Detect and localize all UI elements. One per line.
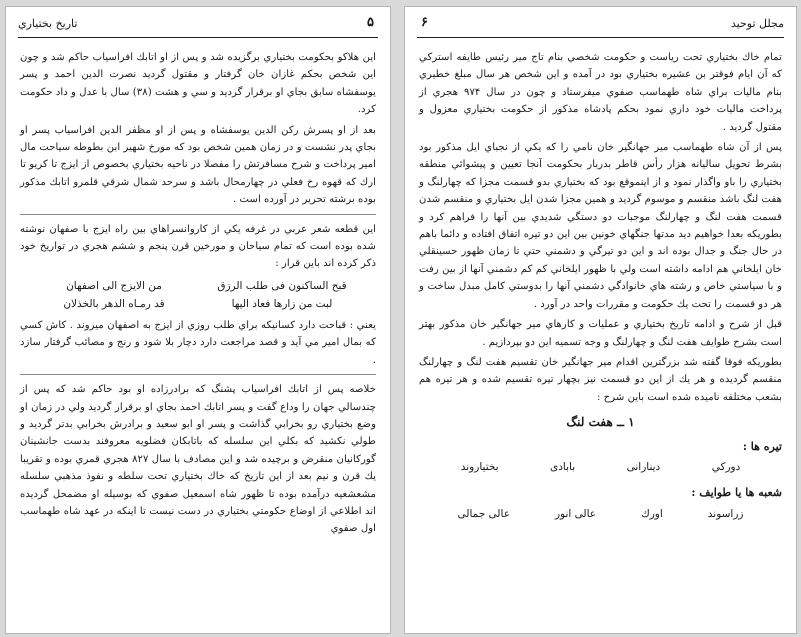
branch-name: عالى جمالى bbox=[457, 507, 510, 520]
page-body bbox=[20, 49, 376, 627]
arabic-poem bbox=[30, 277, 366, 313]
paragraph: بطوريكه فوقا گفته شد بزرگترين اقدام مير جهانگير خان تقسيم هفت لنگ و چهارلنگ منقسم گرديده و هر يك از اين دو قسمت نيز بچهار تيره تقسيم شده و هر تيره هم بشعب مختلفه ناميده شده است باين شرح : bbox=[419, 356, 782, 403]
page-number: ۶ bbox=[421, 15, 428, 30]
tribe-name: بابادى bbox=[550, 460, 576, 473]
book-page-left bbox=[5, 6, 391, 634]
paragraph: اين قطعه شعر عربي در غرفه يكي از كاروانسراهاي بين راه ايزج با صفهان نوشته شده بوده است كه تمام سياحان و مورخين قرن پنجم و ششم هجري در تواريخ خود ذكر كرده اند باين قرار : bbox=[20, 223, 376, 270]
paragraph: خلاصه پس از اتابك افراسياب پشنگ كه برادرزاده او بود حاكم شد كه پس از چندسالي جهان را وداع گفت و پسر اتابك احمد بجاي او برقرار گرديد ولي در زمان او وضع بختياري رو بخرابي گذاشت و پسر او ابو سعيد و برادرش بخرابي بدتر گرديد و طولي نكشيد كه بكلي اين سلسله كه باتابكان فضلويه معروفند بدست جانشينان گوركانيان منقرض و برچيده شد و اين مصادف با سال ۸۲۷ هجري قمري بوده و تقريبا يك قرن و نيم بعد از اين تاريخ كه خاك بختياري تحت سلطه و نفوذ مذهبي سلسله مشعشعيه درآمده بوده تا ظهور شاه اسمعيل صفوي كه بوسيله او مضمحل گرديده اند اطلاعي از اوضاع حكومتي بختياري در دست نيست تا اينكه در عهد شاه طهماسب اول صفوي bbox=[20, 384, 376, 535]
divider bbox=[20, 214, 376, 215]
tiraha-list bbox=[435, 459, 766, 476]
section-title: ۱ ــ هفت لنگ bbox=[566, 415, 635, 430]
paragraph: اين هلاكو بحكومت بختياري برگزيده شد و پس از او اتابك افراسياب حاكم شد و چون اين شخص بحكم غازان خان گرفتار و مقتول گرديد نصرت الدين احمد و پسر يوسفشاه سابق بجاي او برقرار گرديد و سي و هشت (۳۸) سال با عدل و داد حكومت كرد. bbox=[20, 52, 376, 116]
poem-hemistich: لبت من زارها فعاد اليها bbox=[231, 297, 333, 310]
tiraha-heading: تيره ها : bbox=[742, 439, 782, 453]
tribe-name: دوركي bbox=[711, 460, 741, 473]
tribe-name: بختياروند bbox=[460, 460, 499, 473]
header-rule bbox=[417, 37, 784, 38]
paragraph: پس از آن شاه طهماسب مير جهانگير خان نامي را كه يكي از نجباي ايل مذكور بود بشرط تحويل سالیانه هزار رأس قاطر بدربار بحكومت آنجا تعيين و پيشوائي منطقه بختياري را باو واگذار نمود و از اينموقع بود كه بختياري بدو قسمت مجزا كه چهارلنگ و هفت لنگ باشد منقسم و موسوم گرديد و همين مجزا شدن ايل بختياري و منقسم شدن قسمت هفت لنگ و چهارلنگ موجبات دو دستگي شديدي بين آنها را فراهم كرد و بطوريكه بعدا خواهيم ديد مدتها جنگهاي خونين بين اين دو تيره اتفاق افتاده و دائما باهم در حال جنگ و جدال بوده اند و اين دو تيرگي و دشمني حتي تا زمان ظهور حسينقلي خان ايلخاني هم ادامه داشته است ولي با ظهور ايلخاني كم كم دشمني آنها از بين رفت و با سياستي خاص و رشته هاي خانوادگي دشمني آنها را بدوستي كامل مبدل ساخت و هر دو قسمت را تحت يك حكومت و مقررات واحد در آورد . bbox=[419, 142, 782, 310]
running-header bbox=[18, 15, 378, 35]
paragraph: بعد از او پسرش ركن الدين يوسفشاه و پس از او مظفر الدين افراسياب پسر او بجاي پدر نشست و در زمان همين شخص بود كه مورخ شهير ابن بطوطه سياحت مال امير پرداخت و شرح مسافرتش را مفصلا در ناحيه بختياري بخصوص از ايزج تا كريو تا ارك كه قهوه رخ فعلي در چهارمحال باشد و سرحد شمال شرقي قلمرو اتابك مذكور بوده برشته تحرير در آورده است . bbox=[20, 124, 376, 206]
running-title: مجلل توحيد bbox=[730, 17, 784, 30]
tribe-name: دينارانى bbox=[626, 460, 661, 473]
shoabat-heading: شعبه ها يا طوايف : bbox=[691, 486, 782, 500]
running-header bbox=[417, 15, 784, 35]
poem-translation: يعني : قباحت دارد كسانيكه براي طلب روزي از ايزج به اصفهان ميروند . كاش كسي كه بمال امير مي آيد و قصد مراجعت دارد دچار بلا شود و رنج و مصائب گرفتار سازد . bbox=[20, 319, 376, 366]
branch-name: اورك bbox=[641, 507, 663, 520]
poem-hemistich: قد رمـاه الدهر بالخذلان bbox=[63, 297, 165, 310]
poem-hemistich: قبح الساكنون فى طلب الرزق bbox=[217, 279, 347, 292]
shoabat-list bbox=[435, 506, 766, 523]
poem-hemistich: من الايزج الى اصفهان bbox=[66, 279, 162, 292]
page-body bbox=[419, 49, 782, 627]
paragraph: قبل از شرح و ادامه تاريخ بختياري و عمليات و كارهاي مير جهانگير خان مذكور بهتر است بشرح طوايف هفت لنگ و چهارلنگ و وجه تسميه اين دو بپردازيم . bbox=[419, 319, 782, 348]
paragraph: تمام خاك بختياري تحت رياست و حكومت شخصي بنام تاج مير رئيس طايفه استركي كه آن ايام فوقتر بن عشيره بختياري بود در آمده و اين شخص هر سال مبلغ خطيري بنام ماليات براي شاه طهماسب صفوي ميفرستاد و چون در سال ۹۷۴ هجري از پرداخت ماليات خود داري نمود بحكم پادشاه مذكور از حكومت بختياري معزول و مقتول گرديد . bbox=[419, 52, 782, 133]
book-page-right bbox=[404, 6, 797, 634]
branch-name: زراسوند bbox=[707, 507, 744, 520]
running-title: تاريخ بختياري bbox=[18, 17, 78, 30]
page-number: ۵ bbox=[367, 15, 374, 30]
divider bbox=[20, 374, 376, 375]
header-rule bbox=[18, 37, 378, 38]
branch-name: عالى انور bbox=[554, 507, 597, 520]
